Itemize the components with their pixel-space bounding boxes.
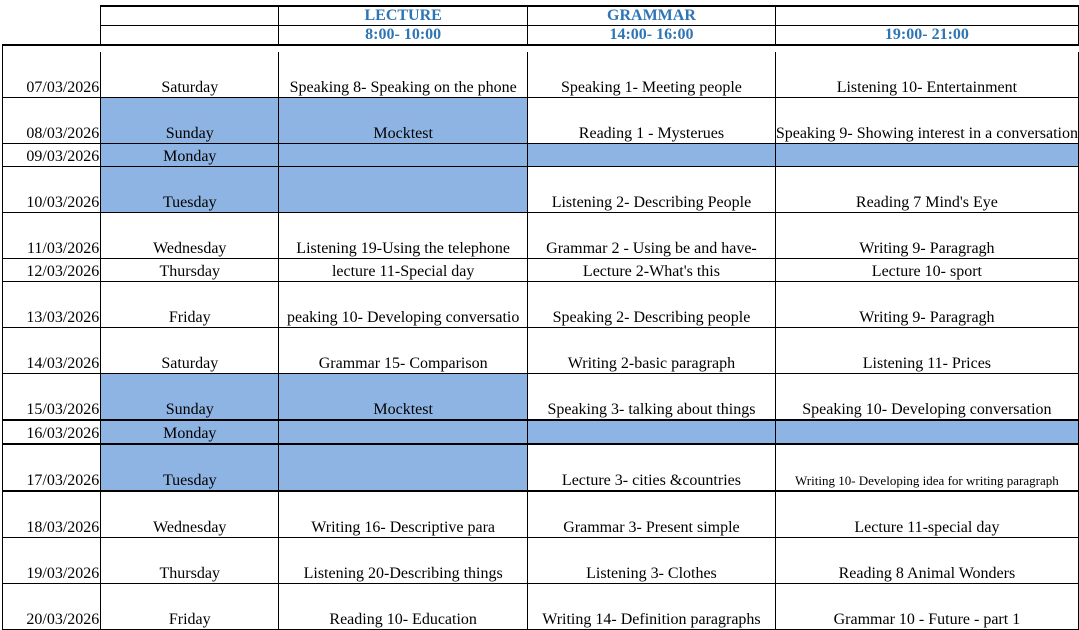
day-cell: Sunday [101,374,279,421]
table-row [3,282,1079,328]
table-row [3,144,1079,167]
date-cell: 17/03/2026 [3,444,101,491]
slot-cell: Writing 9- Paragragh [775,282,1078,328]
schedule-table [2,5,1079,630]
slot-cell: Speaking 1- Meeting people [528,52,776,98]
date-cell: 15/03/2026 [3,374,101,421]
slot-cell: Grammar 2 - Using be and have- [528,213,776,259]
day-cell: Wednesday [101,213,279,259]
slot-cell [528,420,776,444]
slot-cell: Listening 10- Entertainment [775,52,1078,98]
slot-cell: Writing 2-basic paragraph [528,328,776,374]
table-row [3,98,1079,144]
date-cell: 20/03/2026 [3,584,101,630]
slot-cell: Speaking 9- Showing interest in a conversation [775,98,1078,144]
slot-cell: Lecture 2-What's this [528,259,776,282]
slot-cell: Grammar 10 - Future - part 1 [775,584,1078,630]
slot-cell [528,144,776,167]
table-row [3,584,1079,630]
day-cell: Saturday [101,328,279,374]
table-row [3,374,1079,421]
slot-cell: peaking 10- Developing conversatio [279,282,528,328]
slot-cell [775,144,1078,167]
slot-cell: Listening 19-Using the telephone [279,213,528,259]
header-time-2: 14:00- 16:00 [528,26,776,46]
slot-cell: Mocktest [279,374,528,421]
day-cell: Tuesday [101,167,279,213]
table-row [3,420,1079,444]
slot-cell [279,444,528,491]
day-cell: Wednesday [101,491,279,538]
day-cell: Tuesday [101,444,279,491]
day-cell: Monday [101,144,279,167]
date-cell: 09/03/2026 [3,144,101,167]
table-row [3,538,1079,584]
slot-cell [279,144,528,167]
slot-cell [279,167,528,213]
date-cell: 08/03/2026 [3,98,101,144]
table-row [3,52,1079,98]
header-period-lecture: LECTURE [279,6,528,26]
date-cell: 13/03/2026 [3,282,101,328]
slot-cell: Listening 11- Prices [775,328,1078,374]
slot-cell: Grammar 15- Comparison [279,328,528,374]
slot-cell: lecture 11-Special day [279,259,528,282]
day-cell: Thursday [101,259,279,282]
date-cell: 19/03/2026 [3,538,101,584]
slot-cell: Writing 9- Paragragh [775,213,1078,259]
day-cell: Thursday [101,538,279,584]
slot-cell: Speaking 2- Describing people [528,282,776,328]
slot-cell: Lecture 3- cities &countries [528,444,776,491]
date-cell: 10/03/2026 [3,167,101,213]
table-row [3,213,1079,259]
slot-cell: Grammar 3- Present simple [528,491,776,538]
table-row [3,167,1079,213]
slot-cell: Reading 10- Education [279,584,528,630]
slot-cell [775,420,1078,444]
day-cell: Sunday [101,98,279,144]
date-cell: 18/03/2026 [3,491,101,538]
slot-cell: Lecture 10- sport [775,259,1078,282]
day-cell: Monday [101,420,279,444]
slot-cell: Reading 7 Mind's Eye [775,167,1078,213]
table-row [3,491,1079,538]
slot-cell: Mocktest [279,98,528,144]
date-cell: 07/03/2026 [3,52,101,98]
date-cell: 16/03/2026 [3,420,101,444]
date-cell: 14/03/2026 [3,328,101,374]
table-row [3,328,1079,374]
table-row [3,444,1079,491]
day-cell: Friday [101,584,279,630]
day-cell: Saturday [101,52,279,98]
slot-cell [279,420,528,444]
table-row [3,259,1079,282]
date-cell: 12/03/2026 [3,259,101,282]
slot-cell: Speaking 8- Speaking on the phone [279,52,528,98]
slot-cell: Listening 20-Describing things [279,538,528,584]
header-time-3: 19:00- 21:00 [775,26,1078,46]
slot-cell: Reading 1 - Mysterues [528,98,776,144]
slot-cell: Speaking 10- Developing conversation [775,374,1078,421]
header-period-grammar: GRAMMAR [528,6,776,26]
date-cell: 11/03/2026 [3,213,101,259]
slot-cell: Speaking 3- talking about things [528,374,776,421]
slot-cell: Writing 16- Descriptive para [279,491,528,538]
header-time-1: 8:00- 10:00 [279,26,528,46]
slot-cell: Listening 3- Clothes [528,538,776,584]
slot-cell: Lecture 11-special day [775,491,1078,538]
day-cell: Friday [101,282,279,328]
slot-cell: Writing 10- Developing idea for writing paragraph [775,444,1078,491]
slot-cell: Reading 8 Animal Wonders [775,538,1078,584]
slot-cell: Writing 14- Definition paragraphs [528,584,776,630]
slot-cell: Listening 2- Describing People [528,167,776,213]
